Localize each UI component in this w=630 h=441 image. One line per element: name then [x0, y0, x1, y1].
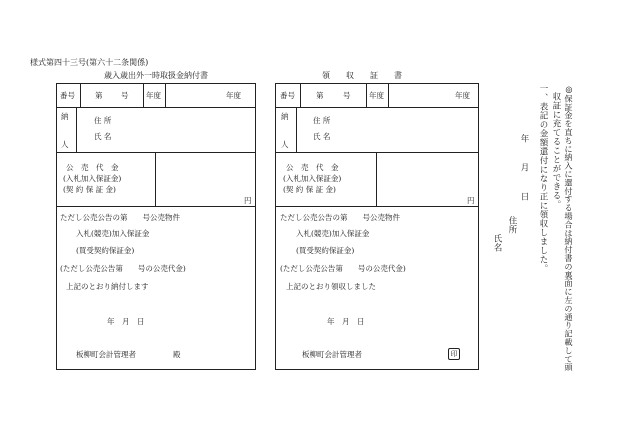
divider — [143, 83, 144, 107]
name-label: 氏 名 — [94, 132, 112, 141]
taxpayer-label-top: 納 — [281, 112, 289, 121]
confirmation-line: 上記のとおり納付します — [66, 282, 149, 291]
contract-line: (買受契約保証金) — [296, 246, 355, 255]
number-label: 番号 — [280, 91, 295, 100]
contract-deposit-label: (契 約 保 証 金) — [283, 185, 336, 194]
dai-label: 第 — [316, 91, 324, 100]
note-date: 年 月 日 — [519, 134, 529, 207]
dai-label: 第 — [95, 91, 103, 100]
seal-mark: 印 — [448, 348, 460, 360]
name-label: 氏 名 — [313, 132, 331, 141]
notice-line: ただし公売公告の第 号公売物件 — [280, 213, 400, 222]
fiscal-year-label: 年度 — [146, 91, 161, 100]
note-address: 住所 — [507, 216, 517, 234]
fiscal-year-label-2: 年度 — [455, 91, 470, 100]
divider — [296, 107, 297, 152]
divider — [76, 107, 77, 152]
divider — [300, 83, 301, 107]
date-label: 年 月 日 — [107, 317, 145, 326]
auction-price-label: 公 売 代 金 — [286, 163, 339, 172]
go-label: 号 — [121, 91, 129, 100]
number-label: 番号 — [60, 91, 75, 100]
right-title: 領 収 証 書 — [322, 71, 402, 80]
dono-label: 殿 — [173, 350, 181, 359]
taxpayer-label-bottom: 人 — [281, 140, 289, 149]
divider — [376, 152, 377, 206]
notice-line: ただし公売公告の第 号公売物件 — [60, 213, 180, 222]
fiscal-year-label-2: 年度 — [226, 91, 241, 100]
date-label: 年 月 日 — [327, 317, 365, 326]
note-column-2: 収証に充てることができる。 — [551, 92, 561, 209]
divider — [366, 83, 367, 107]
divider — [388, 83, 389, 107]
note-column-3: 一、表記の金額還付になり正に領収しました。 — [538, 84, 548, 273]
auction-price-label: 公 売 代 金 — [66, 163, 119, 172]
divider — [56, 107, 255, 108]
yen-label: 円 — [467, 196, 475, 205]
left-title: 歳入歳出外一時取扱金納付書 — [104, 71, 208, 80]
auction-notice-line: (ただし公売公告第 号の公売代金) — [280, 264, 406, 273]
contract-deposit-label: (契 約 保 証 金) — [63, 185, 116, 194]
form-number: 様式第四十三号(第六十二条関係) — [30, 58, 149, 67]
divider — [165, 83, 166, 107]
taxpayer-label-top: 納 — [61, 112, 69, 121]
divider — [275, 107, 478, 108]
receipt-form — [275, 83, 479, 370]
yen-label: 円 — [244, 196, 252, 205]
divider — [80, 83, 81, 107]
address-label: 住 所 — [313, 116, 331, 125]
bid-deposit-label: (入札加入保証金) — [283, 174, 342, 183]
address-label: 住 所 — [94, 116, 112, 125]
divider — [56, 206, 255, 207]
note-name: 氏名 — [492, 234, 502, 252]
taxpayer-label-bottom: 人 — [61, 140, 69, 149]
note-column-1: ◎保証金を直ちに納入に還付する場合は納付書の裏面に左の通り記載して頭 — [564, 84, 574, 372]
divider — [275, 206, 478, 207]
treasurer-label: 板柳町会計管理者 — [302, 350, 362, 359]
auction-notice-line: (ただし公売公告第 号の公売代金) — [60, 264, 186, 273]
treasurer-label: 板柳町会計管理者 — [76, 350, 136, 359]
bid-deposit-label: (入札加入保証金) — [63, 174, 122, 183]
confirmation-line: 上記のとおり領収しました — [286, 282, 376, 291]
go-label: 号 — [343, 91, 351, 100]
contract-line: (買受契約保証金) — [76, 246, 135, 255]
divider — [155, 152, 156, 206]
fiscal-year-label: 年度 — [369, 91, 384, 100]
deposit-line: 入札(競売)加入保証金 — [296, 229, 370, 238]
deposit-line: 入札(競売)加入保証金 — [76, 229, 150, 238]
payment-slip-form — [56, 83, 256, 370]
